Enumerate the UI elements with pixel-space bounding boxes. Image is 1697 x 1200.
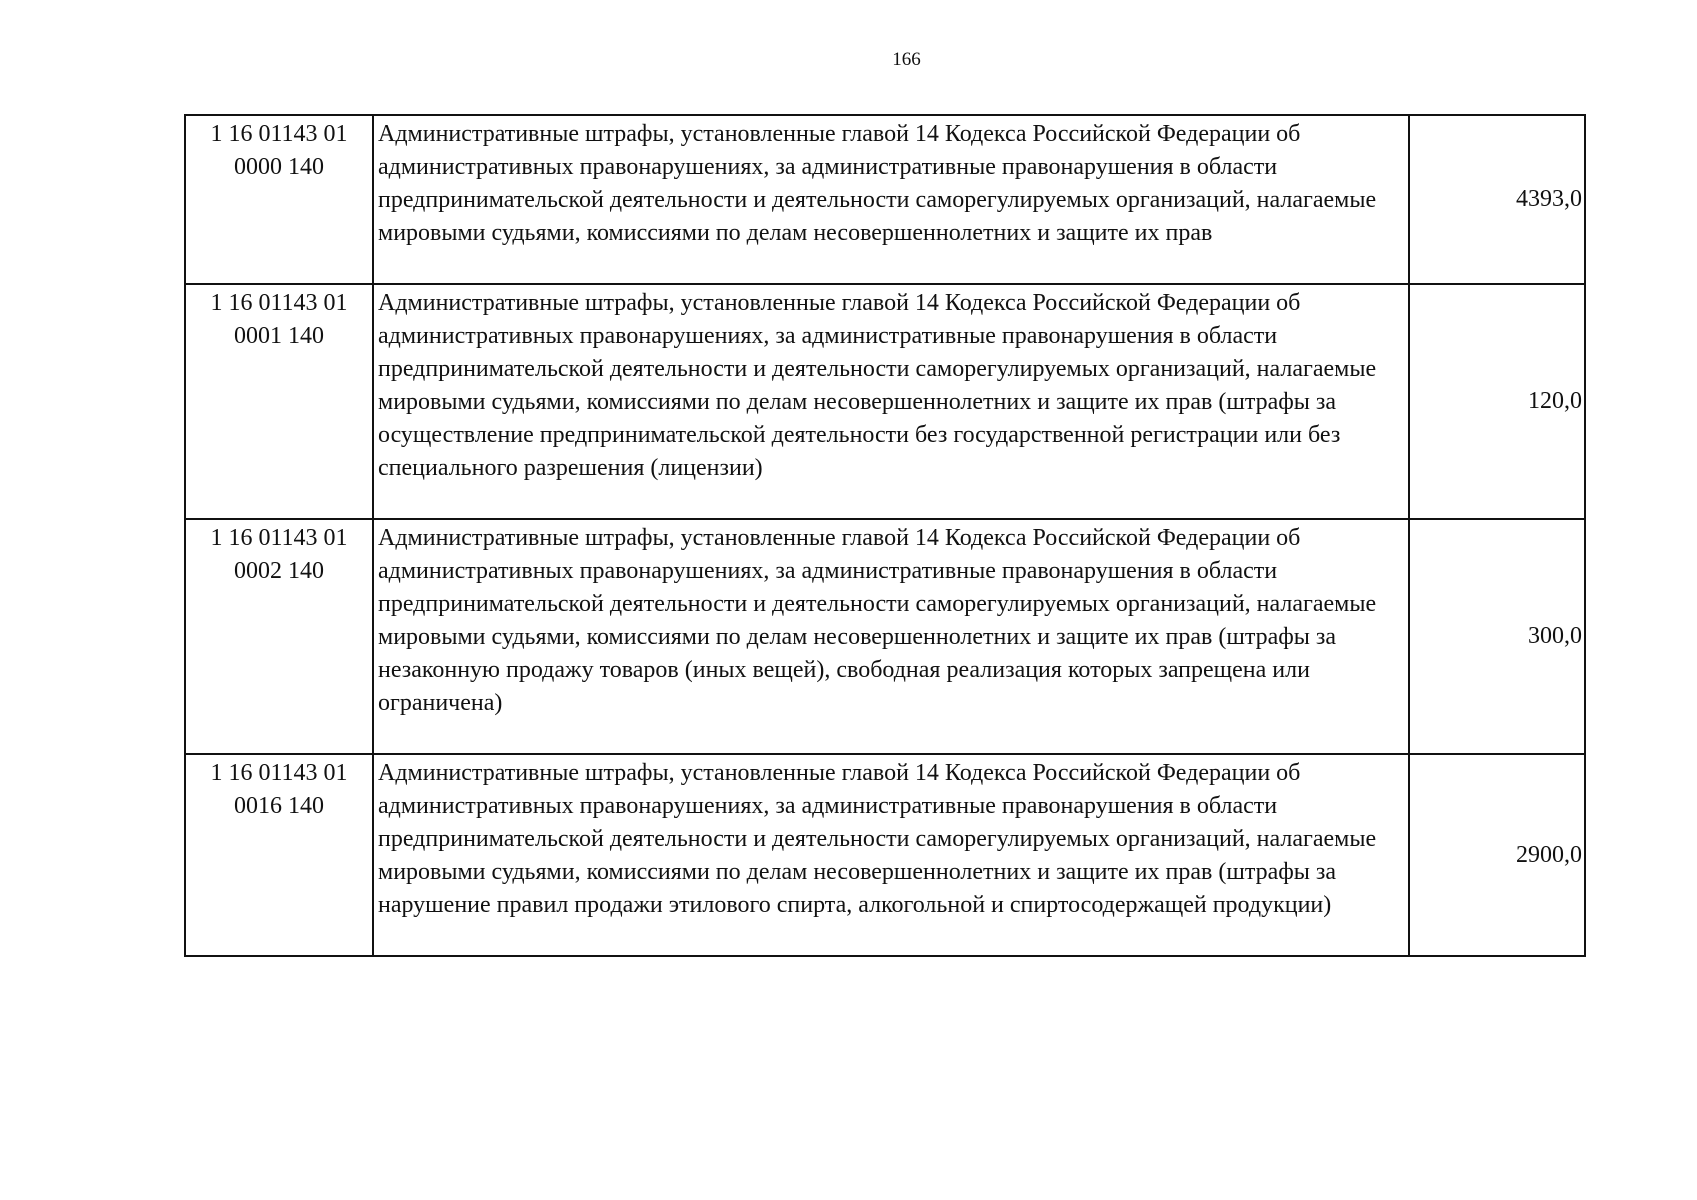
table-row (185, 519, 1585, 754)
revenue-code-line-2: 0001 140 (234, 323, 324, 349)
revenue-code-line-2: 0016 140 (234, 793, 324, 819)
budget-revenue-table (184, 114, 1586, 957)
revenue-amount-cell: 2900,0 (1409, 754, 1585, 956)
revenue-code-cell (185, 115, 373, 284)
revenue-code-cell (185, 754, 373, 956)
table-row (185, 754, 1585, 956)
revenue-amount-cell: 300,0 (1409, 519, 1585, 754)
revenue-code-line-2: 0002 140 (234, 558, 324, 584)
table-row (185, 284, 1585, 519)
revenue-amount-cell: 4393,0 (1409, 115, 1585, 284)
revenue-description-cell: Административные штрафы, установленные главой 14 Кодекса Российской Федерации об административных правонарушениях, за административные правонарушения в области предпринимательской деятельности и деятельности саморегулируемых организаций, налагаемые мировыми судьями, комиссиями по делам несовершеннолетних и защите их прав (штрафы за незаконную продажу товаров (иных вещей), свободная реализация которых запрещена или ограничена) (373, 519, 1409, 754)
table-row (185, 115, 1585, 284)
revenue-code-line-2: 0000 140 (234, 154, 324, 180)
revenue-code-line-1: 1 16 01143 01 (210, 525, 348, 551)
revenue-code-line-1: 1 16 01143 01 (210, 290, 348, 316)
revenue-code-line-1: 1 16 01143 01 (210, 121, 348, 147)
revenue-description-cell: Административные штрафы, установленные главой 14 Кодекса Российской Федерации об административных правонарушениях, за административные правонарушения в области предпринимательской деятельности и деятельности саморегулируемых организаций, налагаемые мировыми судьями, комиссиями по делам несовершеннолетних и защите их прав (штрафы за осуществление предпринимательской деятельности без государственной регистрации или без специального разрешения (лицензии) (373, 284, 1409, 519)
page-number: 166 (892, 49, 921, 70)
revenue-code-cell (185, 284, 373, 519)
revenue-amount-cell: 120,0 (1409, 284, 1585, 519)
revenue-description-cell: Административные штрафы, установленные главой 14 Кодекса Российской Федерации об административных правонарушениях, за административные правонарушения в области предпринимательской деятельности и деятельности саморегулируемых организаций, налагаемые мировыми судьями, комиссиями по делам несовершеннолетних и защите их прав (373, 115, 1409, 284)
revenue-code-line-1: 1 16 01143 01 (210, 760, 348, 786)
revenue-code-cell (185, 519, 373, 754)
revenue-description-cell: Административные штрафы, установленные главой 14 Кодекса Российской Федерации об административных правонарушениях, за административные правонарушения в области предпринимательской деятельности и деятельности саморегулируемых организаций, налагаемые мировыми судьями, комиссиями по делам несовершеннолетних и защите их прав (штрафы за нарушение правил продажи этилового спирта, алкогольной и спиртосодержащей продукции) (373, 754, 1409, 956)
